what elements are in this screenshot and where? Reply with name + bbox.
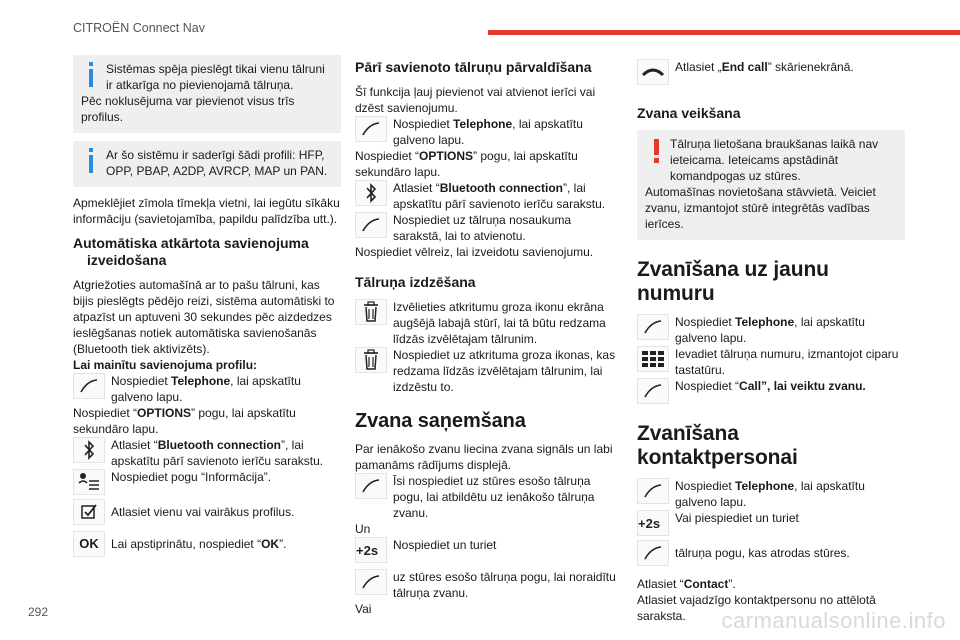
- touch-icon: [355, 473, 387, 499]
- info-note: [73, 55, 341, 133]
- touch-icon: [637, 540, 669, 566]
- section-heading-large: Zvanīšana kontaktpersonai: [637, 422, 798, 469]
- touch-icon: [355, 569, 387, 595]
- instruction-step: Izvēlieties atkritumu groza ikonu ekrāna augšējā labajā stūrī, lai tā būtu redzama līdzās izvēlētajam tālrunim.: [355, 299, 623, 347]
- instruction-step: Nospiediet pogu “Informācija”.: [73, 469, 341, 495]
- instruction-step: Atlasiet “Bluetooth connection”, lai apskatītu pārī savienoto ierīču sarakstu.: [73, 437, 341, 469]
- column-1: [73, 55, 341, 557]
- touch-icon: [637, 478, 669, 504]
- section-heading: Pārī savienoto tālruņu pārvaldīšana: [355, 59, 592, 75]
- info-list-icon: [73, 469, 105, 495]
- instruction-step: Nospiediet Telephone, lai apskatītu galveno lapu.: [355, 116, 623, 148]
- column-3: [637, 55, 905, 624]
- note-text: Ar šo sistēmu ir saderīgi šādi profili: HFP, OPP, PBAP, A2DP, AVRCP, MAP un PAN.: [106, 148, 328, 178]
- trash-icon: [355, 347, 387, 373]
- instruction-step: Nospiediet Telephone, lai apskatītu galveno lapu.: [73, 373, 341, 405]
- bold-line: Lai mainītu savienojuma profilu:: [73, 358, 258, 372]
- section-heading: Zvana veikšana: [637, 105, 741, 121]
- ok-button-icon: OK: [73, 531, 105, 557]
- instruction-step: +2s Nospiediet un turiet: [355, 537, 623, 569]
- paragraph: Apmeklējiet zīmola tīmekļa vietni, lai iegūtu sīkāku informāciju (savietojamība, papildu palīdzība utt.).: [73, 196, 340, 226]
- instruction-step: +2s Vai piespiediet un turiet: [637, 510, 905, 540]
- instruction-step: Atlasiet „End call” skārienekrānā.: [637, 59, 905, 85]
- column-2: [355, 55, 623, 617]
- paragraph: Nospiediet “OPTIONS” pogu, lai apskatītu sekundāro lapu.: [73, 406, 296, 436]
- info-icon: [83, 148, 99, 174]
- note-text: Pēc noklusējuma var pievienot visus trīs profilus.: [81, 94, 295, 124]
- instruction-step: Nospiediet uz tālruņa nosaukuma sarakstā, lai to atvienotu.: [355, 212, 623, 244]
- steering-phone-button-icon: [637, 510, 669, 536]
- instruction-step: uz stūres esošo tālruņa pogu, lai noraidītu tālruņa zvanu.: [355, 569, 623, 601]
- end-call-icon: [637, 59, 669, 85]
- bluetooth-icon: [355, 180, 387, 206]
- instruction-step: Atlasiet vienu vai vairākus profilus.: [73, 499, 341, 525]
- checkbox-icon: [73, 499, 105, 525]
- info-note: [73, 141, 341, 187]
- warning-note: [637, 130, 905, 240]
- info-icon: [83, 62, 99, 88]
- paragraph: Vai: [355, 602, 372, 616]
- touch-icon: [73, 373, 105, 399]
- bluetooth-icon: [73, 437, 105, 463]
- paragraph: Nospiediet vēlreiz, lai izveidotu savienojumu.: [355, 245, 594, 259]
- touch-icon: [355, 116, 387, 142]
- note-text: Sistēmas spēja pieslēgt tikai vienu tālruni ir atkarīga no pievienojamā tālruņa.: [106, 62, 325, 92]
- section-heading: Tālruņa izdzēšana: [355, 274, 476, 290]
- keypad-icon: [637, 346, 669, 372]
- paragraph: Nospiediet “OPTIONS” pogu, lai apskatītu sekundāro lapu.: [355, 149, 578, 179]
- paragraph: Atlasiet vajadzīgo kontaktpersonu no attēlotā saraksta.: [637, 593, 876, 623]
- note-text: Tālruņa lietošana braukšanas laikā nav ieteicama. Ieteicams apstādināt komandpogas uz stūres.: [670, 137, 879, 183]
- paragraph: Un: [355, 522, 371, 536]
- trash-icon: [355, 299, 387, 325]
- touch-icon: [355, 212, 387, 238]
- touch-icon: [637, 314, 669, 340]
- touch-icon: [637, 378, 669, 404]
- steering-phone-button-icon: [355, 537, 387, 563]
- svg-text:+2s: +2s: [638, 516, 661, 531]
- header-accent-bar: [488, 30, 960, 35]
- instruction-step: Nospiediet Telephone, lai apskatītu galveno lapu.: [637, 314, 905, 346]
- section-heading: Automātiska atkārtota savienojuma izveidošana: [73, 235, 309, 268]
- page-number: 292: [28, 605, 49, 619]
- instruction-step: tālruņa pogu, kas atrodas stūres.: [637, 540, 905, 566]
- paragraph: Atlasiet “Contact”.: [637, 577, 736, 591]
- paragraph: Šī funkcija ļauj pievienot vai atvienot ierīci vai dzēst savienojumu.: [355, 85, 596, 115]
- instruction-step: Īsi nospiediet uz stūres esošo tālruņa pogu, lai atbildētu uz ienākošo tālruņa zvanu.: [355, 473, 623, 521]
- instruction-step: Nospiediet uz atkrituma groza ikonas, kas redzama līdzās izvēlētajam tālrunim, lai izdzēstu to.: [355, 347, 623, 395]
- warning-icon: [649, 139, 665, 165]
- instruction-step: Ievadiet tālruņa numuru, izmantojot ciparu tastatūru.: [637, 346, 905, 378]
- paragraph: Par ienākošo zvanu liecina zvana signāls un labi pamanāms rādījums displejā.: [355, 442, 613, 472]
- watermark: carmanualsonline.info: [721, 608, 946, 633]
- paragraph: Atgriežoties automašīnā ar to pašu tālruni, kas bijis pieslēgts pēdējo reizi, sistēma automātiski to atpazīst un aptuveni 30 sekundes pēc aizdedzes ieslēgšanas notiek automātiska savienošanās (Bluetooth tiek aktivizēts).: [73, 278, 335, 356]
- section-heading-large: Zvanīšana uz jaunu numuru: [637, 258, 829, 305]
- instruction-step: OK Lai apstiprinātu, nospiediet “OK”.: [73, 531, 341, 557]
- section-heading-large: Zvana saņemšana: [355, 410, 526, 432]
- instruction-step: Nospiediet “Call”, lai veiktu zvanu.: [637, 378, 905, 404]
- instruction-step: Atlasiet “Bluetooth connection”, lai apskatītu pārī savienoto ierīču sarakstu.: [355, 180, 623, 212]
- svg-text:+2s: +2s: [356, 543, 379, 558]
- note-text: Automašīnas novietošana stāvvietā. Veiciet zvanu, izmantojot stūrē integrētās vadības ierīces.: [645, 185, 876, 231]
- instruction-step: Nospiediet Telephone, lai apskatītu galveno lapu.: [637, 478, 905, 510]
- header-title: CITROËN Connect Nav: [73, 21, 205, 35]
